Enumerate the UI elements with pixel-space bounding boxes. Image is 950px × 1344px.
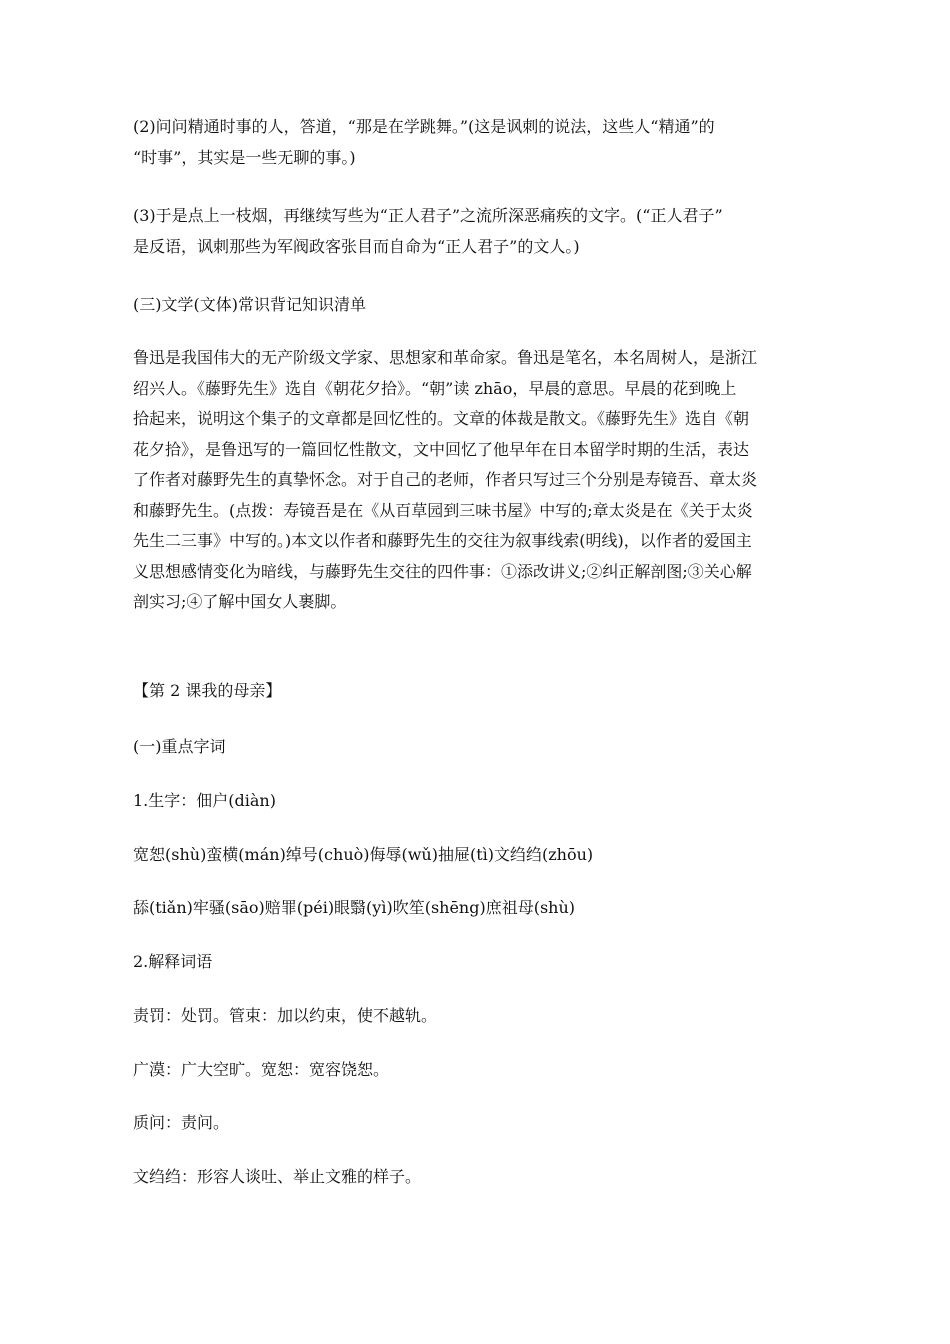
text-line: 鲁迅是我国伟大的无产阶级文学家、思想家和革命家。鲁迅是笔名，本名周树人，是浙江 [133, 348, 758, 367]
heading-key-words: (一)重点字词 [133, 737, 226, 756]
paragraph-luxun-background [133, 343, 833, 618]
character-list-line-1: 宽恕(shù)蛮横(mán)绰号(chuò)侮辱(wǔ)抽屉(tì)文绉绉(zhōu) [133, 845, 594, 864]
definition-wenzhouzhou: 文绉绉：形容人谈吐、举止文雅的样子。 [133, 1167, 422, 1186]
definition-guangmo-kuanshu: 广漠：广大空旷。宽恕：宽容饶恕。 [133, 1060, 390, 1079]
text-line: “时事”，其实是一些无聊的事。) [133, 147, 356, 167]
item-word-explanations: 2.解释词语 [133, 952, 213, 971]
text-line: 花夕拾》，是鲁迅写的一篇回忆性散文，文中回忆了他早年在日本留学时期的生活，表达 [133, 439, 750, 459]
lesson-title: 【第 2 课我的母亲】 [133, 681, 282, 700]
item-new-characters: 1.生字：佃户(diàn) [133, 791, 276, 810]
text-line: (2)问问精通时事的人，答道，“那是在学跳舞。”(这是讽刺的说法，这些人“精通”的 [133, 117, 715, 136]
definition-zhiwen: 质问：责问。 [133, 1113, 230, 1132]
text-line: 剖实习;④了解中国女人裹脚。 [133, 592, 347, 611]
text-line: 绍兴人。《藤野先生》选自《朝花夕拾》。“朝”读 zhāo，早晨的意思。早晨的花到晚上 [133, 378, 737, 398]
text-line: 是反语，讽刺那些为军阀政客张目而自命为“正人君子”的文人。) [133, 236, 580, 256]
paragraph-irony-dance [133, 112, 833, 173]
text-line: 先生二三事》中写的。)本文以作者和藤野先生的交往为叙事线索(明线)，以作者的爱国主 [133, 531, 752, 550]
definition-zefa-guanshu: 责罚：处罚。管束：加以约束，使不越轨。 [133, 1006, 438, 1025]
text-line: 了作者对藤野先生的真挚怀念。对于自己的老师，作者只写过三个分别是寿镜吾、章太炎 [133, 470, 758, 489]
text-line: 和藤野先生。(点拨：寿镜吾是在《从百草园到三味书屋》中写的;章太炎是在《关于太炎 [133, 500, 753, 520]
text-line: (3)于是点上一枝烟，再继续写些为“正人君子”之流所深恶痛疾的文字。(“正人君子” [133, 206, 723, 225]
text-line: 拾起来，说明这个集子的文章都是回忆性的。文章的体裁是散文。《藤野先生》选自《朝 [133, 409, 750, 428]
paragraph-irony-gentlemen [133, 201, 833, 262]
heading-literature-knowledge: (三)文学(文体)常识背记知识清单 [133, 295, 366, 314]
character-list-line-2: 舔(tiǎn)牢骚(sāo)赔罪(péi)眼翳(yì)吹笙(shēng)庶祖母(shù) [133, 898, 576, 917]
text-line: 义思想感情变化为暗线，与藤野先生交往的四件事：①添改讲义;②纠正解剖图;③关心解 [133, 561, 752, 581]
